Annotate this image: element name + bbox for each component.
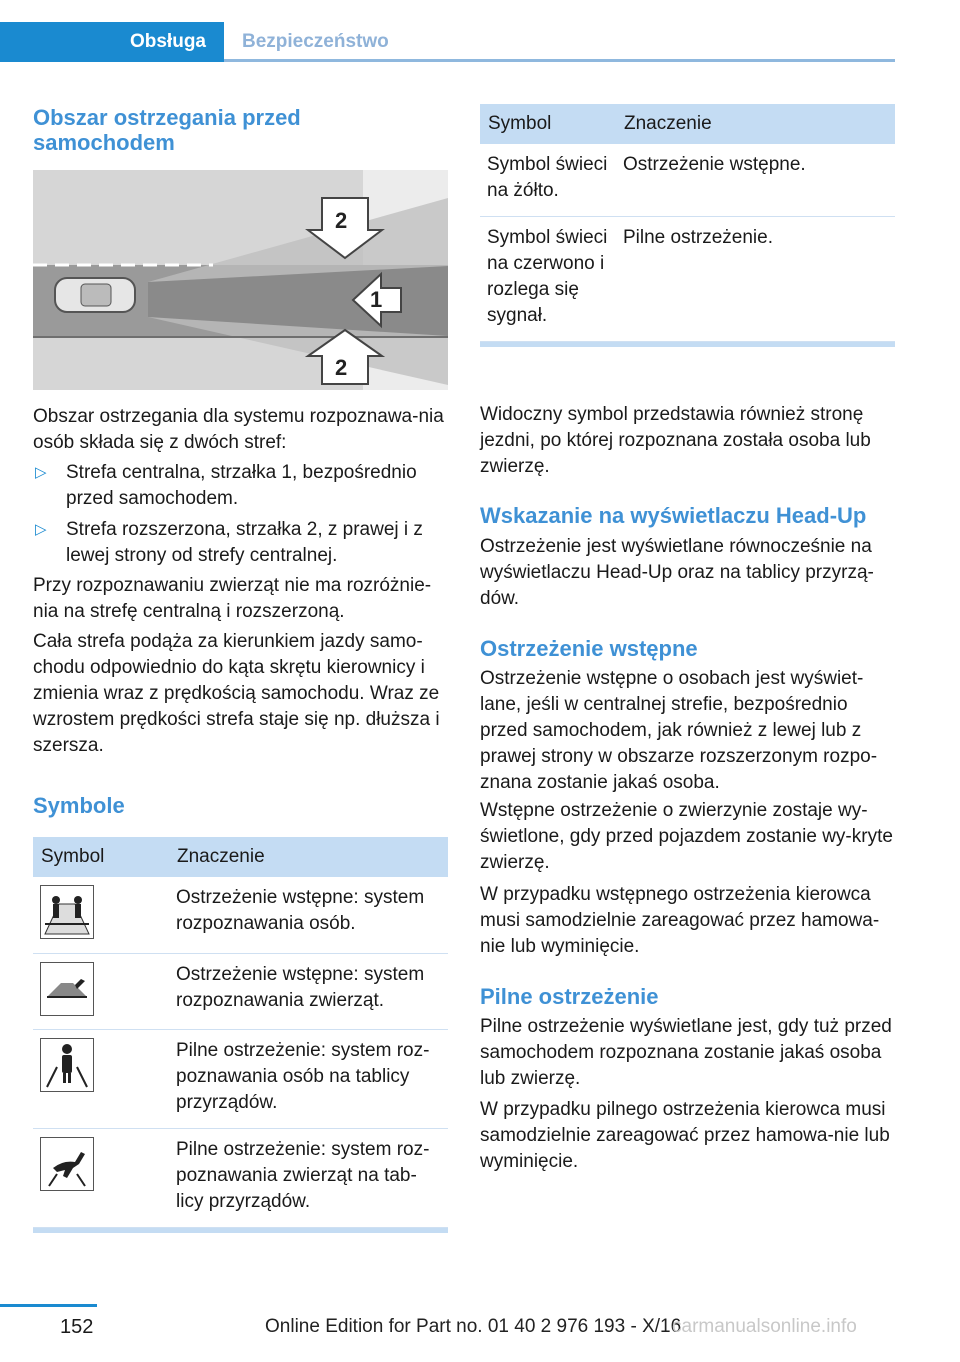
- table-row: [33, 877, 448, 953]
- section-title-pre-warning: Ostrzeżenie wstępne: [480, 636, 698, 661]
- table-header-row: [33, 837, 448, 877]
- intro-paragraph: Obszar ostrzegania dla systemu rozpoznawa-nia osób składa się z dwóch stref:: [33, 406, 444, 453]
- table-row: [33, 953, 448, 1029]
- section-title-symbols: Symbole: [33, 793, 125, 818]
- symbols-table: [33, 837, 448, 1228]
- symbols-table-wrapper: [33, 837, 448, 1233]
- arrow-1-label: 1: [370, 287, 383, 312]
- edition-text: Online Edition for Part no. 01 40 2 976 193 - X/16: [265, 1316, 682, 1337]
- tab-bezpieczenstwo[interactable]: [224, 22, 389, 62]
- symbol-cell: [33, 1128, 169, 1227]
- bullet-triangle-icon: ▷: [35, 521, 47, 538]
- meaning-cell: Pilne ostrzeżenie: system roz-poznawania zwierząt na tab-licy przyrządów.: [169, 1128, 448, 1227]
- watermark-text: carmanualsonline.info: [672, 1316, 857, 1337]
- arrow-2-bottom-label: 2: [335, 355, 348, 380]
- color-table-wrapper: [480, 104, 895, 347]
- table-row: [33, 1128, 448, 1227]
- section-title-warning-area: Obszar ostrzegania przed samochodem: [33, 105, 301, 155]
- section-title-urgent: Pilne ostrzeżenie: [480, 984, 659, 1009]
- table-row: [480, 144, 895, 217]
- paragraph-urgent-2: W przypadku pilnego ostrzeżenia kierowca musi samodzielnie zareagować przez hamowa-nie lub wyminięcie.: [480, 1099, 890, 1172]
- meaning-cell: Ostrzeżenie wstępne: system rozpoznawania osób.: [169, 877, 448, 953]
- meaning-cell: Ostrzeżenie wstępne.: [616, 144, 895, 217]
- table-row: [33, 1029, 448, 1128]
- paragraph-animals: Przy rozpoznawaniu zwierząt nie ma rozróżnie-nia na strefę centralną i rozszerzoną.: [33, 575, 432, 622]
- symbol-cell: [33, 877, 169, 953]
- tab-obsluga-label: Obsługa: [129, 31, 206, 52]
- tab-bezpieczenstwo-label: Bezpieczeństwo: [242, 31, 389, 52]
- pedestrian-acute-icon: [40, 1038, 94, 1092]
- meaning-cell: Ostrzeżenie wstępne: system rozpoznawania zwierząt.: [169, 953, 448, 1029]
- table-bottom-rule: [480, 342, 895, 347]
- col-header-symbol: Symbol: [33, 837, 169, 877]
- tab-obsluga[interactable]: [0, 22, 224, 62]
- symbol-cell: Symbol świeci na czerwono i rozlega się sygnał.: [480, 217, 616, 342]
- bullet-text: Strefa centralna, strzałka 1, bezpośrednio przed samochodem.: [66, 462, 417, 509]
- pedestrian-warning-icon: [40, 885, 94, 939]
- paragraph-pre-warning-2: Wstępne ostrzeżenie o zwierzynie zostaje wy-świetlone, gdy przed pojazdem zostanie wy-kryte zwierzę.: [480, 800, 893, 873]
- paragraph-pre-warning-3: W przypadku wstępnego ostrzeżenia kierowca musi samodzielnie zareagować przez hamowa-nie lub wyminięcie.: [480, 884, 880, 957]
- animal-road-warning-icon: [40, 962, 94, 1016]
- footer-rule: [0, 1304, 97, 1307]
- meaning-cell: Pilne ostrzeżenie.: [616, 217, 895, 342]
- table-bottom-rule: [33, 1228, 448, 1233]
- section-title-headup: Wskazanie na wyświetlaczu Head-Up: [480, 503, 867, 528]
- symbol-cell: Symbol świeci na żółto.: [480, 144, 616, 217]
- paragraph-urgent-1: Pilne ostrzeżenie wyświetlane jest, gdy tuż przed samochodem rozpoznana zostanie jakaś osoba lub zwierzę.: [480, 1016, 892, 1089]
- col-header-symbol: Symbol: [480, 104, 616, 144]
- tab-underline: [224, 59, 895, 62]
- symbol-cell: [33, 953, 169, 1029]
- page-number: 152: [60, 1316, 94, 1338]
- warning-area-diagram: [33, 170, 448, 390]
- arrow-2-top-label: 2: [335, 208, 348, 233]
- table-header-row: [480, 104, 895, 144]
- bullet-extended-zone: [33, 517, 466, 569]
- deer-acute-icon: [40, 1137, 94, 1191]
- paragraph-zone-follows: Cała strefa podąża za kierunkiem jazdy samo-chodu odpowiednio do kąta skrętu kierownicy i zmienia wraz z prędkością samochodu. Wraz ze wzrostem prędkości strefa staje się np. dłuższa i szersza.: [33, 631, 440, 756]
- table-row: [480, 217, 895, 342]
- bullet-central-zone: [33, 460, 466, 512]
- header-bar: [0, 0, 960, 62]
- symbol-cell: [33, 1029, 169, 1128]
- bullet-text: Strefa rozszerzona, strzałka 2, z prawej i z lewej strony od strefy centralnej.: [66, 519, 423, 566]
- car-icon: [55, 278, 135, 312]
- paragraph-pre-warning-1: Ostrzeżenie wstępne o osobach jest wyświet-lane, jeśli w centralnej strefie, bezpośrednio przed samochodem, jak również z lewej lub z prawej strony w obszarze rozszerzonym rozpo-znana zostanie jakaś osoba.: [480, 668, 878, 793]
- bullet-triangle-icon: ▷: [35, 464, 47, 481]
- col-header-meaning: Znaczenie: [169, 837, 448, 877]
- meaning-cell: Pilne ostrzeżenie: system roz-poznawania osób na tablicy przyrządów.: [169, 1029, 448, 1128]
- paragraph-headup: Ostrzeżenie jest wyświetlane równocześnie na wyświetlaczu Head-Up oraz na tablicy przyrzą-dów.: [480, 536, 874, 609]
- paragraph-visible-symbol: Widoczny symbol przedstawia również stronę jezdni, po której rozpoznana została osoba lub zwierzę.: [480, 404, 871, 477]
- color-meaning-table: [480, 104, 895, 342]
- col-header-meaning: Znaczenie: [616, 104, 895, 144]
